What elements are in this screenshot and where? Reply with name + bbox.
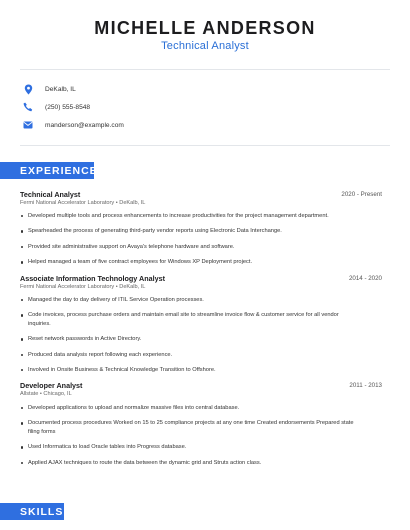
mail-icon [22, 119, 34, 131]
job-title: Technical Analyst [20, 190, 81, 199]
email-text[interactable]: manderson@example.com [45, 121, 124, 129]
job-location: DeKalb, IL [119, 200, 146, 206]
candidate-name: MICHELLE ANDERSON [94, 18, 316, 38]
bullet-item: Reset network passwords in Active Directory. [20, 335, 355, 343]
job-org: Fermi National Accelerator Laboratory • DeKalb, IL [20, 284, 146, 290]
header-divider [20, 69, 390, 70]
contact-phone [22, 100, 90, 114]
bullet-item: Spearheaded the process of generating third-party vendor reports using Electronic Data Interchange. [20, 227, 355, 235]
bullet-item: Provided site administrative support on Avaya's telephone hardware and software. [20, 243, 355, 251]
bullet-item: Code invoices, process purchase orders and maintain email site to streamline invoice flow & customer service for all vendor inquiries. [20, 311, 355, 328]
job-bullets [20, 404, 355, 467]
job-company: Fermi National Accelerator Laboratory [20, 284, 115, 290]
job-location: Chicago, IL [43, 391, 72, 397]
section-header-skills: SKILLS [0, 503, 64, 520]
bullet-item: Developed multiple tools and process enhancements to increase productivities for the project management department. [20, 212, 355, 220]
job-title: Developer Analyst [20, 381, 83, 390]
job-org: Allstate • Chicago, IL [20, 391, 72, 397]
job-location: DeKalb, IL [119, 284, 146, 290]
section-header-experience: EXPERIENCE [0, 162, 94, 179]
bullet-item: Applied AJAX techniques to route the data between the dynamic grid and Struts action class. [20, 459, 355, 467]
contact-location [22, 82, 76, 96]
bullet-item: Involved in Onsite Business & Technical Knowledge Transition to Offshore. [20, 366, 355, 374]
bullet-item: Produced data analysis report following each experience. [20, 351, 355, 359]
job-dates: 2014 - 2020 [348, 275, 382, 282]
job-title: Associate Information Technology Analyst [20, 274, 165, 283]
contact-divider [20, 145, 390, 146]
job-company: Fermi National Accelerator Laboratory [20, 200, 115, 206]
job-bullets [20, 296, 355, 374]
job-dates: 2020 - Present [341, 191, 382, 198]
contact-email [22, 118, 124, 132]
location-text: DeKalb, IL [45, 85, 76, 93]
phone-icon [22, 101, 34, 113]
phone-text[interactable]: (250) 555-8548 [45, 103, 91, 111]
candidate-title: Technical Analyst [161, 40, 249, 52]
map-pin-icon [22, 83, 34, 95]
job-org: Fermi National Accelerator Laboratory • DeKalb, IL [20, 200, 146, 206]
bullet-item: Documented process procedures Worked on 15 to 25 compliance projects at any one time Created endorsements Prepared state filing forms [20, 419, 355, 436]
job-bullets [20, 212, 355, 267]
job-dates: 2011 - 2013 [349, 382, 382, 389]
bullet-item: Developed applications to upload and normalize massive files into central database. [20, 404, 355, 412]
bullet-item: Used Informatica to load Oracle tables into Progress database. [20, 443, 355, 451]
bullet-item: Managed the day to day delivery of ITIL Service Operation processes. [20, 296, 355, 304]
bullet-item: Helped managed a team of five contract employees for Windows XP Deployment project. [20, 258, 355, 266]
job-company: Allstate [20, 391, 39, 397]
